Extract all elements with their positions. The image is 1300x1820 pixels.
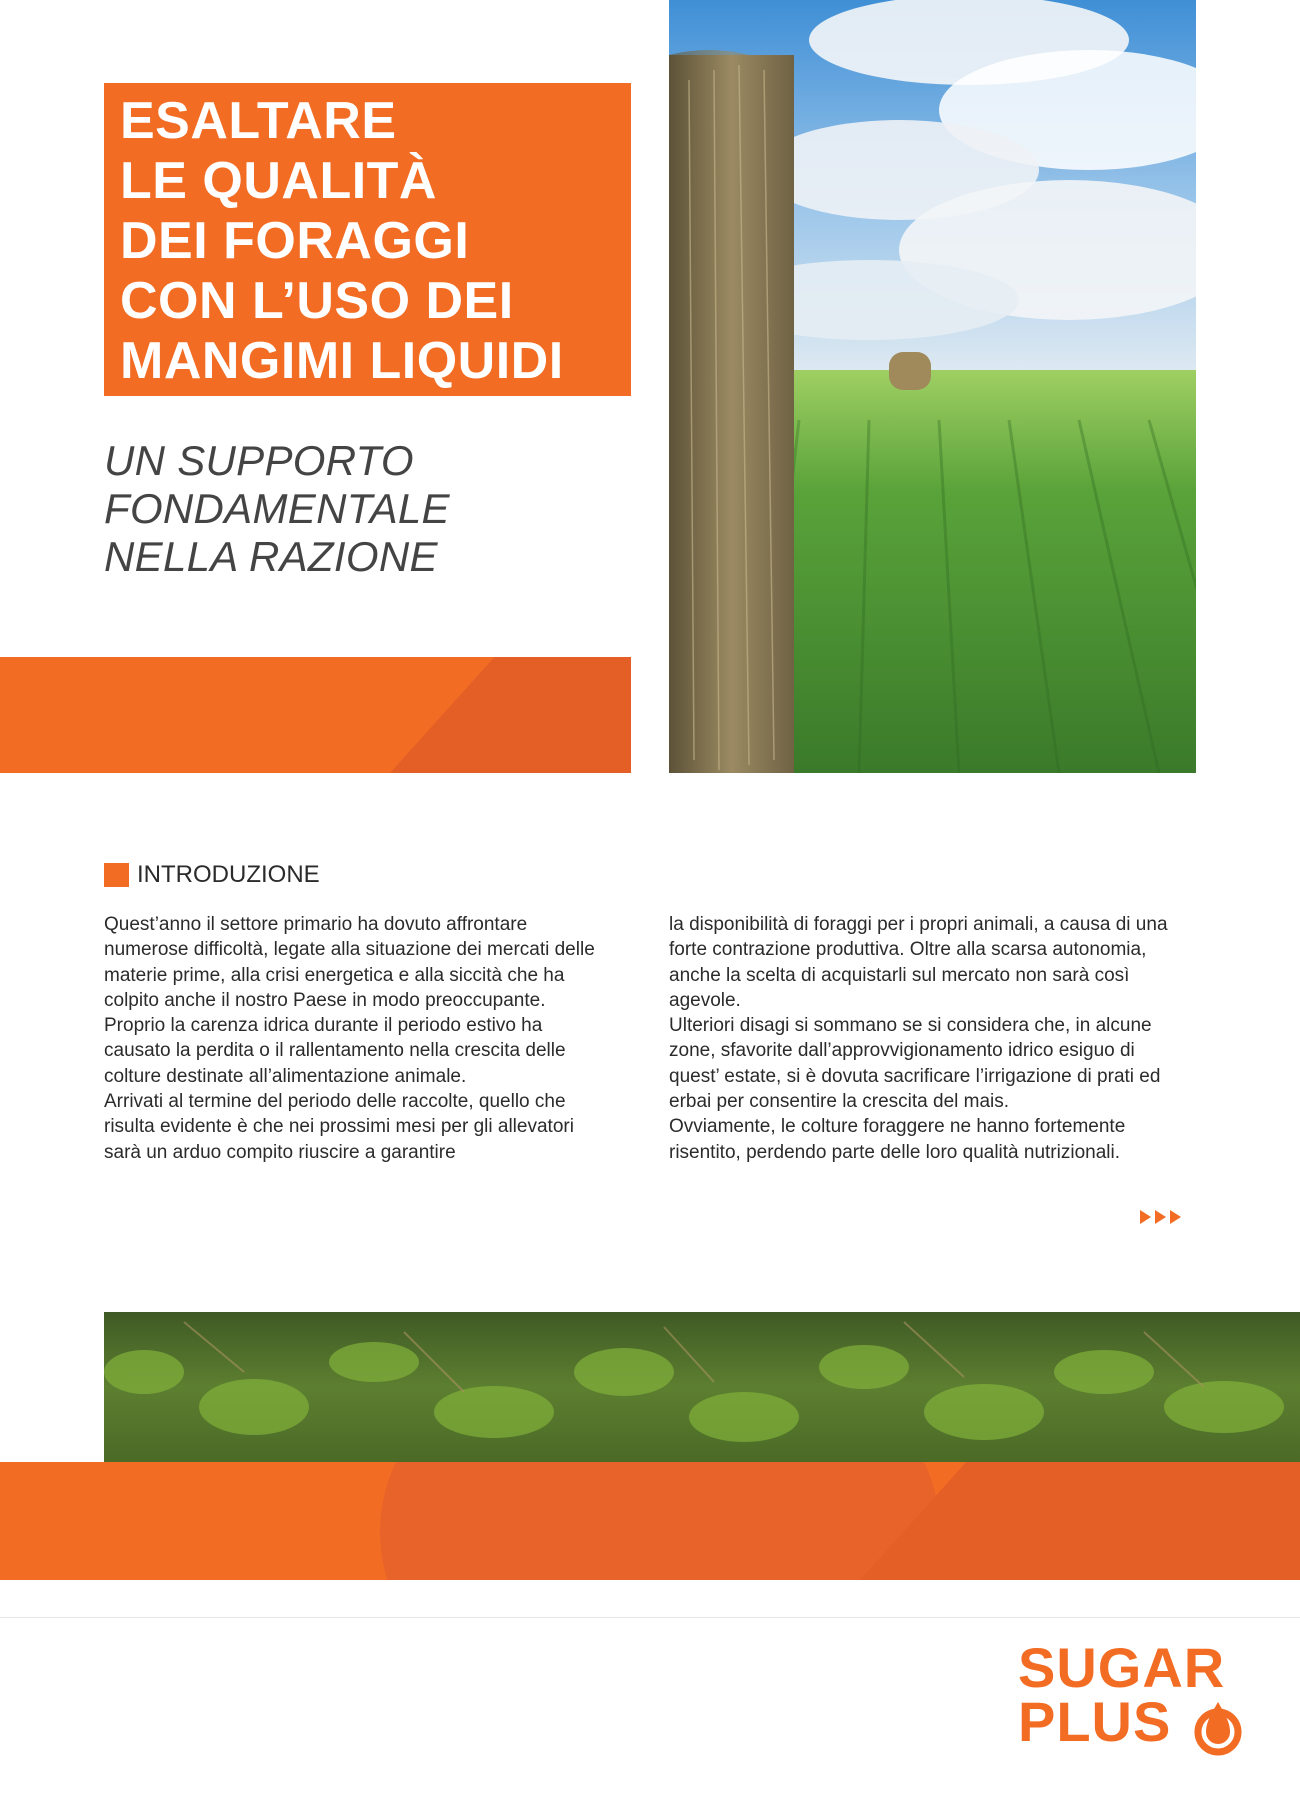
hay-bale-field-illustration	[669, 0, 1196, 773]
subtitle-line: NELLA RAZIONE	[104, 533, 438, 580]
hay-bale-field-photo	[669, 0, 1196, 773]
title-block	[104, 83, 631, 396]
logo-line: SUGAR	[1018, 1636, 1226, 1699]
arrow-right-icon	[1155, 1210, 1166, 1224]
subtitle-line: UN SUPPORTO	[104, 437, 414, 484]
bottom-orange-band	[0, 1462, 1300, 1580]
title-line: ESALTARE	[120, 92, 397, 150]
crop-closeup-illustration	[104, 1312, 1300, 1462]
sugar-plus-logo	[1018, 1636, 1258, 1753]
drop-icon	[1190, 1696, 1246, 1756]
continue-arrows-icon	[1140, 1210, 1185, 1229]
body-column-right	[669, 912, 1177, 1165]
paragraph: Ulteriori disagi si sommano se si considera che, in alcune zone, sfavorite dall’approvvigionamento idrico esiguo di quest’ estate, si è dovuta sacrificare l’irrigazione di prati ed erbai per consentire la crescita del mais.	[669, 1015, 1161, 1113]
title-line: DEI FORAGGI	[120, 212, 470, 270]
arrow-right-icon	[1140, 1210, 1151, 1224]
orange-banner	[0, 657, 631, 773]
paragraph: Proprio la carenza idrica durante il periodo estivo ha causato la perdita o il rallentamento nella crescita delle colture destinate all’alimentazione animale.	[104, 1015, 566, 1087]
band-arc	[380, 1462, 940, 1580]
title-line: MANGIMI LIQUIDI	[120, 332, 564, 390]
paragraph: Arrivati al termine del periodo delle raccolte, quello che risulta evidente è che nei prossimi mesi per gli allevatori sarà un arduo compito riuscire a garantire	[104, 1091, 574, 1163]
title-line: CON L’USO DEI	[120, 272, 514, 330]
paragraph: Ovviamente, le colture foraggere ne hanno fortemente risentito, perdendo parte delle loro qualità nutrizionali.	[669, 1116, 1126, 1163]
arrow-right-icon	[1170, 1210, 1181, 1224]
paragraph: la disponibilità di foraggi per i propri animali, a causa di una forte contrazione produttiva. Oltre alla scarsa autonomia, anche la scelta di acquistarli sul mercato non sarà così agevole.	[669, 914, 1168, 1011]
subtitle	[104, 437, 604, 581]
paragraph: Quest’anno il settore primario ha dovuto affrontare numerose difficoltà, legate alla situazione dei mercati delle materie prime, alla crisi energetica e alla siccità che ha colpito anche il nostro Paese in modo preoccupante.	[104, 914, 595, 1011]
logo-line: PLUS	[1018, 1690, 1172, 1753]
title-line: LE QUALITÀ	[120, 152, 437, 210]
section-title: INTRODUZIONE	[137, 861, 320, 888]
subtitle-line: FONDAMENTALE	[104, 485, 450, 532]
crop-closeup-photo	[104, 1312, 1300, 1462]
body-column-left	[104, 912, 612, 1165]
footer-divider	[0, 1617, 1300, 1618]
orange-square-icon	[104, 863, 129, 887]
banner-facet	[390, 657, 631, 773]
